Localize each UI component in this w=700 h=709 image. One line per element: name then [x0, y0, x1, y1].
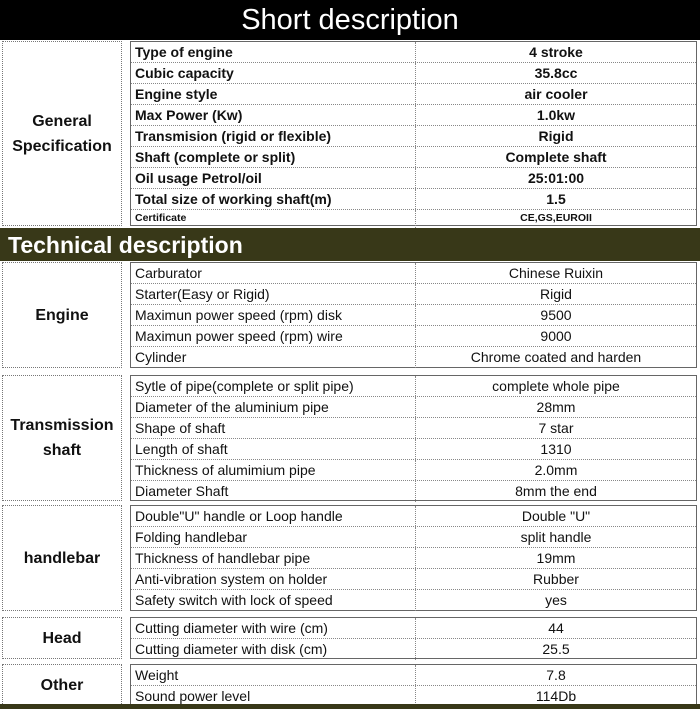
spec-value: 4 stroke	[529, 44, 583, 60]
handlebar-label: handlebar	[2, 505, 122, 611]
handlebar-section	[2, 505, 697, 611]
spec-key: Safety switch with lock of speed	[131, 590, 416, 611]
spec-key: Length of shaft	[131, 439, 416, 459]
spec-value: 2.0mm	[534, 462, 578, 478]
spec-key: Cylinder	[131, 347, 416, 368]
spec-value: complete whole pipe	[492, 378, 620, 394]
spec-value: Rubber	[533, 571, 579, 587]
spec-value: 7.8	[546, 667, 566, 683]
table-row	[131, 397, 696, 418]
table-row	[131, 506, 696, 527]
table-row	[131, 105, 696, 126]
spec-key: Diameter of the aluminium pipe	[131, 397, 416, 417]
other-label: Other	[2, 664, 122, 706]
spec-value: 8mm the end	[515, 483, 597, 499]
table-row	[131, 63, 696, 84]
table-row	[131, 665, 696, 686]
spec-key: Certificate	[131, 210, 416, 228]
spec-value: 9000	[540, 328, 572, 344]
transmission-shaft-label: Transmission shaft	[2, 375, 122, 501]
spec-value: 35.8cc	[534, 65, 578, 81]
spec-value: split handle	[520, 529, 592, 545]
spec-key: Maximun power speed (rpm) wire	[131, 326, 416, 346]
spec-value: 1310	[540, 441, 572, 457]
bottom-divider	[0, 704, 700, 709]
spec-key: Sound power level	[131, 686, 416, 707]
table-row	[131, 284, 696, 305]
spec-key: Engine style	[131, 84, 416, 104]
table-row	[131, 418, 696, 439]
spec-value: Double "U"	[521, 508, 591, 524]
spec-value: Rigid	[538, 128, 574, 144]
head-label: Head	[2, 617, 122, 659]
table-row	[131, 527, 696, 548]
spec-key: Type of engine	[131, 42, 416, 62]
spec-value: 1.0kw	[536, 107, 576, 123]
general-specification-table	[130, 41, 697, 226]
spec-key: Weight	[131, 665, 416, 685]
table-row	[131, 460, 696, 481]
table-row	[131, 548, 696, 569]
table-row	[131, 84, 696, 105]
table-row	[131, 147, 696, 168]
short-description-title: Short description	[241, 4, 459, 36]
table-row	[131, 481, 696, 502]
head-section	[2, 617, 697, 659]
engine-label: Engine	[2, 262, 122, 368]
table-row	[131, 639, 696, 660]
spec-value: 28mm	[536, 399, 576, 415]
general-specification-section	[2, 41, 697, 226]
spec-value: Chrome coated and harden	[470, 349, 642, 365]
technical-description-header	[0, 228, 700, 261]
table-row	[131, 439, 696, 460]
engine-section	[2, 262, 697, 368]
spec-key: Sytle of pipe(complete or split pipe)	[131, 376, 416, 396]
transmission-shaft-section	[2, 375, 697, 501]
other-section	[2, 664, 697, 706]
spec-value: 44	[548, 620, 564, 636]
spec-key: Folding handlebar	[131, 527, 416, 547]
spec-key: Cutting diameter with wire (cm)	[131, 618, 416, 638]
spec-key: Transmision (rigid or flexible)	[131, 126, 416, 146]
spec-key: Cubic capacity	[131, 63, 416, 83]
table-row	[131, 168, 696, 189]
table-row	[131, 590, 696, 611]
head-table	[130, 617, 697, 659]
spec-value: Chinese Ruixin	[508, 265, 604, 281]
spec-key: Total size of working shaft(m)	[131, 189, 416, 209]
spec-key: Thickness of alumimium pipe	[131, 460, 416, 480]
spec-value: 7 star	[538, 420, 574, 436]
table-row	[131, 347, 696, 368]
table-row	[131, 305, 696, 326]
table-row	[131, 263, 696, 284]
spec-value: Rigid	[540, 286, 572, 302]
spec-key: Anti-vibration system on holder	[131, 569, 416, 589]
handlebar-table	[130, 505, 697, 611]
spec-key: Carburator	[131, 263, 416, 283]
transmission-shaft-table	[130, 375, 697, 501]
spec-key: Shape of shaft	[131, 418, 416, 438]
spec-key: Thickness of handlebar pipe	[131, 548, 416, 568]
spec-key: Cutting diameter with disk (cm)	[131, 639, 416, 660]
other-table	[130, 664, 697, 706]
spec-value: 114Db	[535, 688, 577, 704]
spec-value: Complete shaft	[505, 149, 607, 165]
spec-value: 1.5	[546, 191, 566, 207]
table-row	[131, 376, 696, 397]
general-specification-label: General Specification	[2, 41, 122, 226]
spec-key: Starter(Easy or Rigid)	[131, 284, 416, 304]
spec-value: CE,GS,EUROII	[520, 212, 592, 224]
table-row	[131, 569, 696, 590]
spec-value: 25.5	[542, 641, 570, 657]
table-row	[131, 618, 696, 639]
short-description-header	[0, 0, 700, 40]
spec-key: Double"U" handle or Loop handle	[131, 506, 416, 526]
engine-table	[130, 262, 697, 368]
spec-value: air cooler	[524, 86, 588, 102]
table-row	[131, 326, 696, 347]
table-row	[131, 210, 696, 228]
spec-key: Oil usage Petrol/oil	[131, 168, 416, 188]
technical-description-title: Technical description	[8, 232, 243, 258]
table-row	[131, 189, 696, 210]
spec-key: Shaft (complete or split)	[131, 147, 416, 167]
spec-value: 25:01:00	[527, 170, 585, 186]
spec-key: Diameter Shaft	[131, 481, 416, 502]
spec-value: 19mm	[536, 550, 576, 566]
table-row	[131, 42, 696, 63]
spec-value: yes	[545, 592, 567, 608]
table-row	[131, 126, 696, 147]
spec-key: Max Power (Kw)	[131, 105, 416, 125]
spec-key: Maximun power speed (rpm) disk	[131, 305, 416, 325]
spec-value: 9500	[540, 307, 572, 323]
